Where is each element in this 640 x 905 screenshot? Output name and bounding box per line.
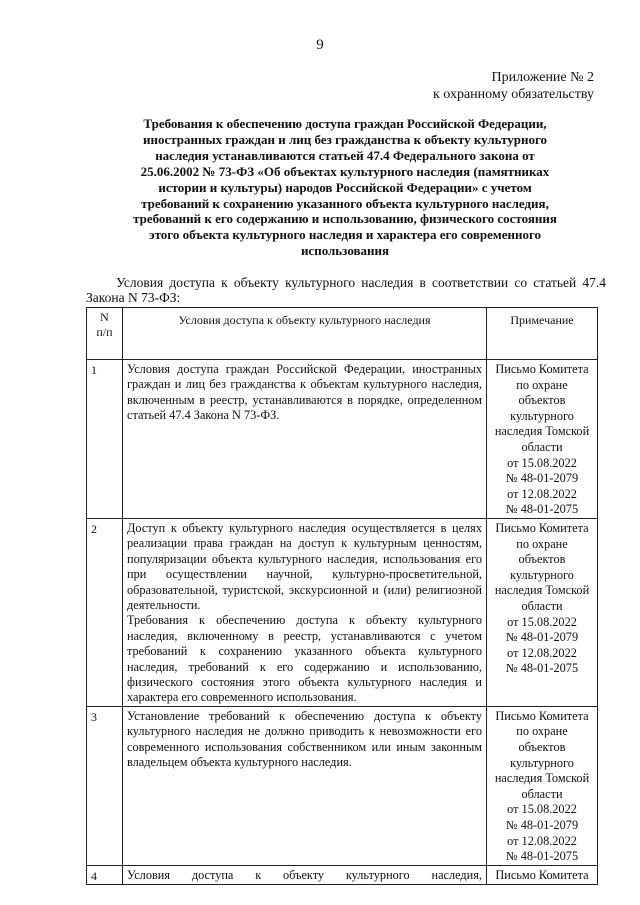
row-number: 4	[87, 865, 123, 884]
note-line: Письмо Комитета	[495, 520, 589, 535]
note-line: наследия Томской	[494, 424, 590, 439]
note-line: культурного	[510, 755, 574, 770]
table-row	[87, 360, 598, 519]
row-note	[487, 518, 598, 706]
table-header-row	[87, 308, 598, 360]
condition-paragraph: Доступ к объекту культурного наследия осуществляется в целях реализации права граждан на доступ к культурным ценностям, популяризации объекта культурного наследия, использования его при осуществлении научной, культурно-просветительной, образовательной, туристской, экскурсионной и (или) религиозной деятельности.	[127, 520, 482, 612]
access-conditions-table	[86, 307, 598, 885]
note-line: объектов	[518, 740, 566, 754]
note-line: области	[521, 439, 563, 454]
row-note	[487, 706, 598, 865]
note-line: культурного	[510, 408, 574, 423]
note-line: объектов	[518, 393, 566, 408]
header-condition: Условия доступа к объекту культурного наследия	[123, 308, 487, 360]
note-line: области	[521, 786, 563, 801]
note-line: Письмо Комитета	[495, 708, 589, 723]
note-line: от 12.08.2022	[507, 486, 577, 501]
row-note	[487, 360, 598, 519]
condition-paragraph: Установление требований к обеспечению доступа к объекту культурного наследия не должно приводить к невозможности его современного использования собственником или иным законным владельцем объекта культурного наследия.	[127, 708, 482, 770]
note-line: наследия Томской	[494, 583, 590, 598]
note-line: культурного	[510, 567, 574, 582]
table-row	[87, 865, 598, 884]
note-line: № 48-01-2075	[505, 661, 579, 676]
condition-paragraph: Условия доступа граждан Российской Федерации, иностранных граждан и лиц без гражданства к объектам культурного наследия, включенным в реестр, устанавливаются в порядке, определенном статьей 47.4 Закона N 73-ФЗ.	[127, 362, 482, 423]
appendix-reference	[433, 69, 594, 103]
condition-paragraph: Требования к обеспечению доступа к объекту культурного наследия, включенному в реестр, устанавливаются с учетом требований к сохранению указанного объекта культурного наследия, требований к его содержанию и использованию, физического состояния этого объекта культурного наследия и характера его современного использования.	[127, 613, 482, 705]
intro-paragraph: Условия доступа к объекту культурного наследия в соответствии со статьей 47.4 Закона N 73-ФЗ:	[86, 275, 606, 305]
table-row	[87, 706, 598, 865]
row-note	[487, 865, 598, 884]
row-condition	[123, 360, 487, 519]
note-line: № 48-01-2075	[505, 849, 579, 864]
document-heading: Требования к обеспечению доступа граждан Российской Федерации, иностранных граждан и лиц без гражданства к объекту культурного наследия устанавливаются статьей 47.4 Федерального закона от 25.06.2002 № 73-ФЗ «Об объектах культурного наследия (памятниках истории и культуры) народов Российской Федерации» с учетом требований к сохранению указанного объекта культурного наследия, требований к его содержанию и использованию, физического состояния этого объекта культурного наследия и характера его современного использования	[133, 116, 557, 259]
note-line: по охране	[516, 724, 568, 739]
note-line: от 12.08.2022	[507, 645, 577, 660]
note-line: № 48-01-2079	[505, 817, 579, 832]
header-number-line1: N	[100, 310, 109, 324]
header-number-line2: п/п	[96, 325, 113, 339]
row-number: 3	[87, 706, 123, 865]
note-line: по охране	[516, 377, 568, 392]
row-number: 1	[87, 360, 123, 519]
header-note: Примечание	[487, 308, 598, 360]
row-number: 2	[87, 518, 123, 706]
header-number	[87, 308, 123, 360]
condition-paragraph: Условия доступа к объекту культурного наследия,	[127, 867, 482, 882]
note-line: от 15.08.2022	[507, 614, 577, 629]
row-condition	[123, 518, 487, 706]
note-line: объектов	[518, 552, 566, 567]
appendix-title: Приложение № 2	[491, 70, 594, 85]
note-line: от 12.08.2022	[507, 833, 577, 848]
note-line: № 48-01-2075	[505, 502, 579, 517]
note-line: № 48-01-2079	[505, 471, 579, 486]
note-line: от 15.08.2022	[507, 802, 577, 817]
row-condition	[123, 706, 487, 865]
note-line: от 15.08.2022	[507, 455, 577, 470]
appendix-subtitle: к охранному обязательству	[432, 87, 594, 102]
note-line: по охране	[516, 536, 568, 551]
page-number: 9	[316, 37, 324, 53]
note-line: № 48-01-2079	[505, 630, 579, 645]
table-row	[87, 518, 598, 706]
row-condition	[123, 865, 487, 884]
note-line: Письмо Комитета	[495, 362, 589, 376]
note-line: наследия Томской	[494, 771, 590, 786]
note-line: области	[521, 598, 563, 613]
note-line: Письмо Комитета	[495, 867, 589, 882]
